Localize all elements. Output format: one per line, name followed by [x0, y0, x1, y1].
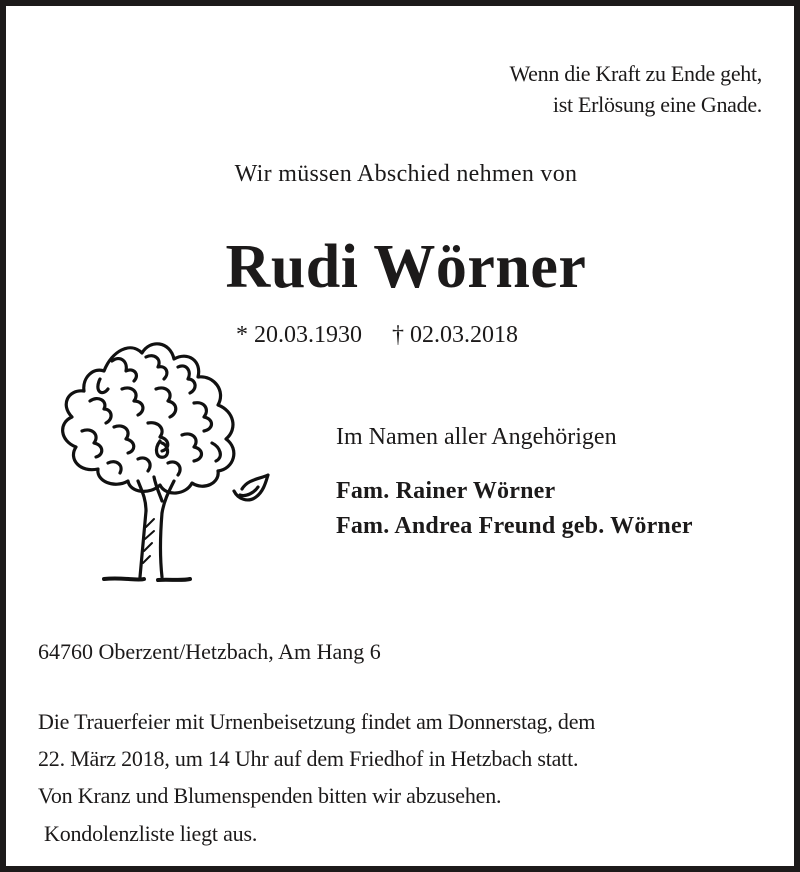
- family-name-1: Fam. Rainer Wörner: [336, 478, 556, 504]
- on-behalf-text: Im Namen aller Angehörigen: [336, 424, 617, 450]
- address: 64760 Oberzent/Hetzbach, Am Hang 6: [38, 639, 381, 664]
- funeral-info-line-4: Kondolenzliste liegt aus.: [44, 821, 258, 846]
- intro-text: Wir müssen Abschied nehmen von: [234, 161, 578, 187]
- deceased-name: Rudi Wörner: [225, 233, 587, 301]
- funeral-info-line-3: Von Kranz und Blumenspenden bitten wir abzusehen.: [38, 783, 502, 808]
- birth-date: * 20.03.1930: [236, 322, 362, 348]
- motto-line-2: ist Erlösung eine Gnade.: [552, 92, 762, 117]
- motto-line-1: Wenn die Kraft zu Ende geht,: [509, 61, 762, 86]
- funeral-info-line-1: Die Trauerfeier mit Urnenbeisetzung findet am Donnerstag, dem: [38, 709, 596, 734]
- funeral-info-line-2: 22. März 2018, um 14 Uhr auf dem Friedhof in Hetzbach statt.: [38, 746, 579, 771]
- tree-icon: [42, 331, 282, 591]
- death-date: † 02.03.2018: [392, 322, 518, 348]
- family-name-2: Fam. Andrea Freund geb. Wörner: [336, 513, 693, 539]
